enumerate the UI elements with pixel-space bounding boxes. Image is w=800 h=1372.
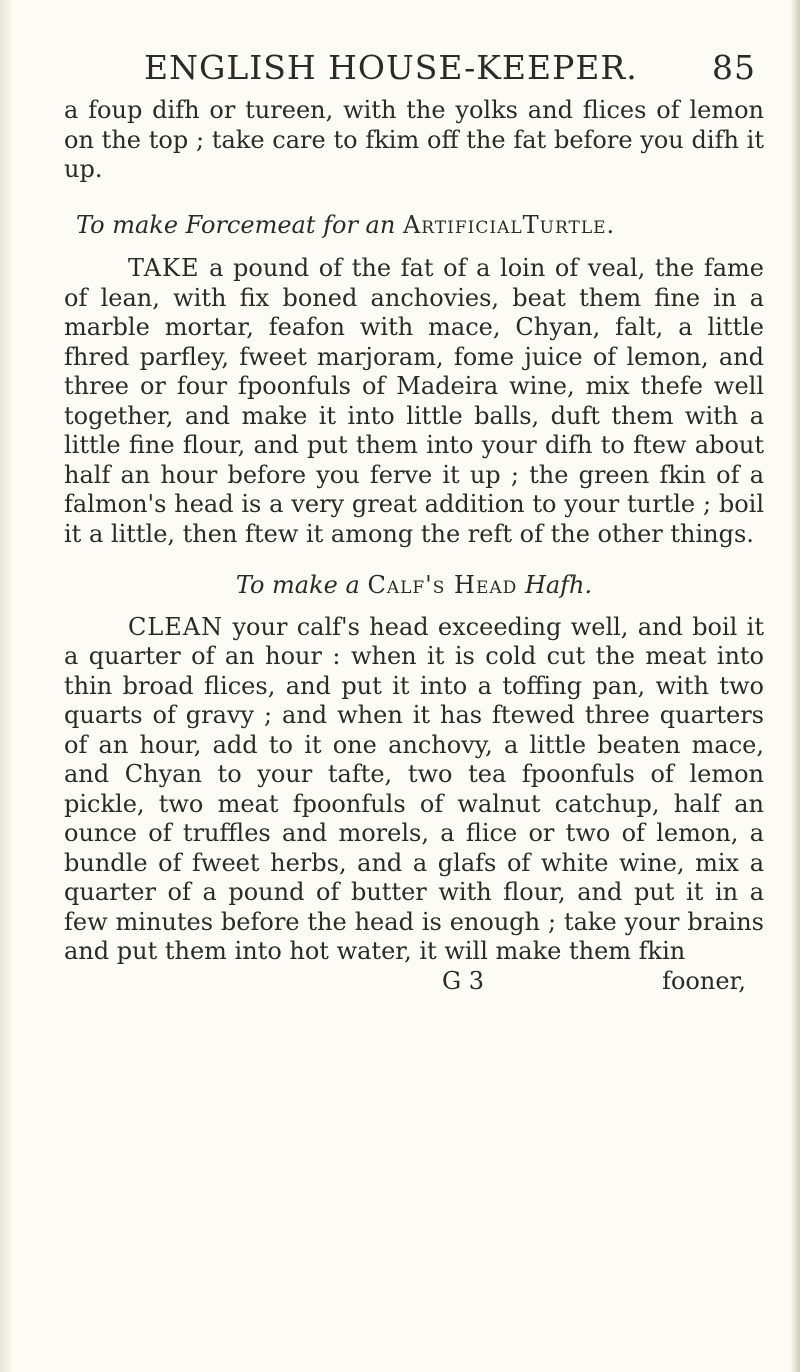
heading-small-caps: ArtificialTurtle.	[402, 210, 616, 239]
heading-italic-end: Hafh.	[524, 571, 593, 599]
heading-small-caps: Calf's Head	[367, 571, 518, 599]
paragraph-first-word: TAKE	[128, 254, 200, 282]
heading-italic: To make a	[235, 571, 360, 599]
paragraph-first-word: CLEAN	[128, 612, 224, 641]
page-number: 85	[712, 48, 756, 87]
heading-italic: To make Forcemeat for an	[76, 210, 396, 239]
signature-mark: G 3	[442, 966, 485, 995]
section-heading-calfs-head	[64, 571, 764, 601]
paragraph-calfs-head	[64, 613, 764, 967]
section-heading-forcemeat	[64, 211, 764, 241]
paragraph-forcemeat	[64, 254, 764, 549]
page-edge-right	[790, 0, 800, 1372]
running-title: ENGLISH HOUSE-KEEPER.	[144, 48, 638, 87]
paragraph-body: your calf's head exceeding well, and boil it a quarter of an hour : when it is cold cut the meat into thin broad flices, and put it into a toffing pan, with two quarts of gravy ; and when it has ftewed three quarters of an hour, add to it one anchovy, a little beaten mace, and Chyan to your tafte, two tea fpoonfuls of lemon pickle, two meat fpoonfuls of walnut catchup, half an ounce of truffles and morels, a flice or two of lemon, a bundle of fweet herbs, and a glafs of white wine, mix a quarter of a pound of butter with flour, and put it in a few minutes before the head is enough ; take your brains and put them into hot water, it will make them fkin	[64, 612, 764, 965]
page-footer	[64, 967, 764, 997]
book-page	[64, 48, 764, 997]
catchword: fooner,	[662, 966, 746, 995]
page-edge-left	[0, 0, 14, 1372]
paragraph-body: a pound of the fat of a loin of veal, the fame of lean, with fix boned anchovies, beat them fine in a marble mortar, feafon with mace, Chyan, falt, a little fhred parfley, fweet marjoram, fome juice of lemon, and three or four fpoonfuls of Madeira wine, mix thefe well together, and make it into little balls, duft them with a little fine flour, and put them into your difh to ftew about half an hour before you ferve it up ; the green fkin of a falmon's head is a very great addition to your turtle ; boil it a little, then ftew it among the reft of the other things.	[64, 254, 764, 548]
running-head	[64, 48, 764, 96]
continued-paragraph: a foup difh or tureen, with the yolks and flices of lemon on the top ; take care to fkim off the fat before you difh it up.	[64, 96, 764, 183]
